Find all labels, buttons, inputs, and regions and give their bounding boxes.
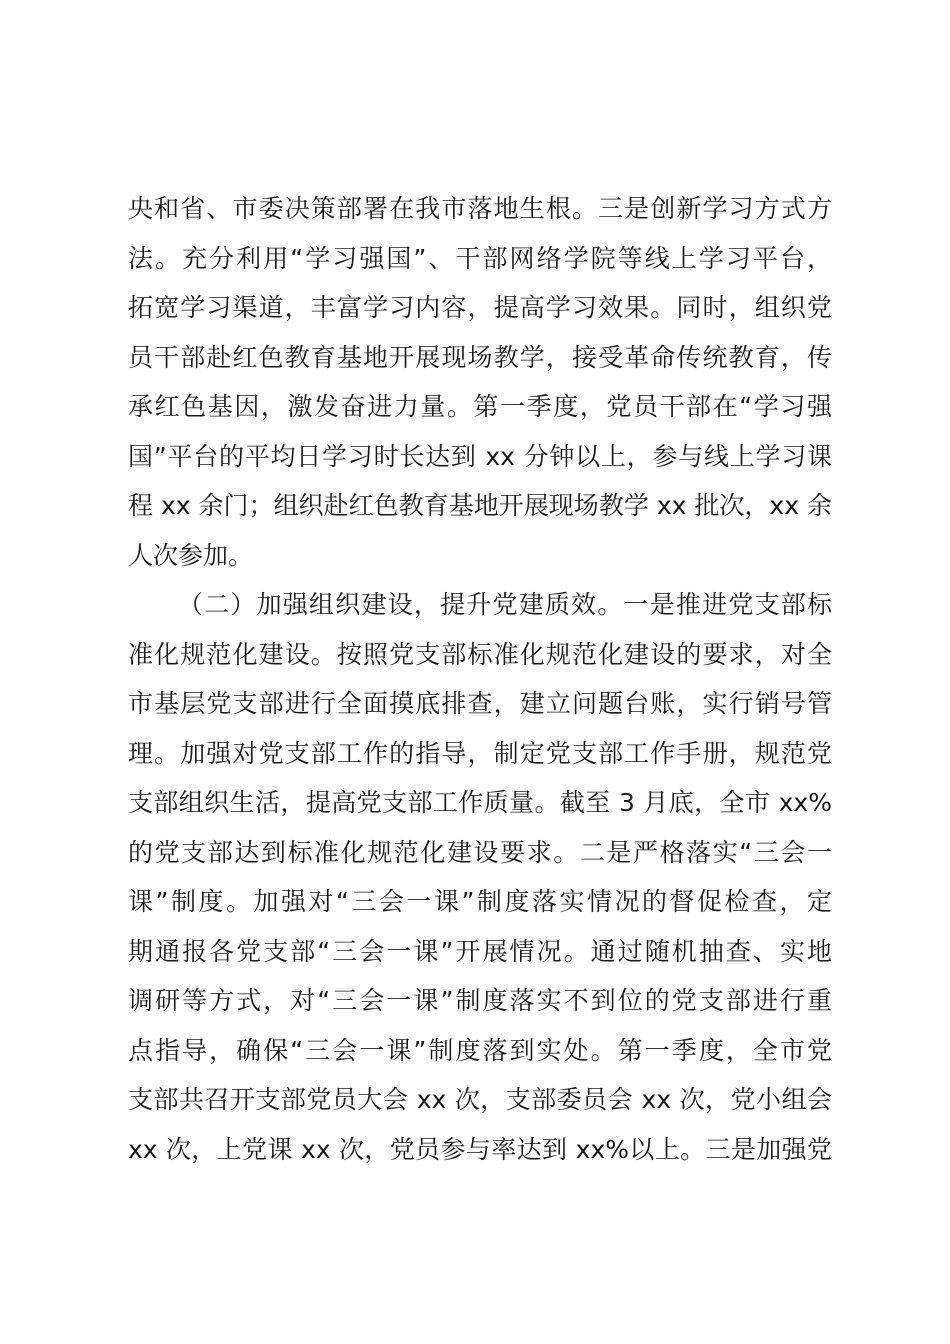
text-line: 课”制度。加强对“三会一课”制度落实情况的督促检查，定 [128,887,832,916]
text-line: xx 次，上党课 xx 次，党员参与率达到 xx%以上。三是加强党 [128,1134,832,1164]
body-text [128,184,832,1174]
text-line: 拓宽学习渠道，丰富学习内容，提高学习效果。同时，组织党 [128,293,832,322]
text-line: 承红色基因，激发奋进力量。第一季度，党员干部在“学习强 [128,392,832,421]
text-line: 央和省、市委决策部署在我市落地生根。三是创新学习方式方 [128,194,832,223]
text-line: 的党支部达到标准化规范化建设要求。二是严格落实“三会一 [128,837,832,867]
text-line: 点指导，确保“三会一课”制度落到实处。第一季度，全市党 [128,1035,832,1065]
text-line: 人次参加。 [128,540,254,570]
text-line: 程 xx 余门；组织赴红色教育基地开展现场教学 xx 批次，xx 余 [128,491,832,520]
text-line: 理。加强对党支部工作的指导，制定党支部工作手册，规范党 [128,738,832,768]
text-line: 准化规范化建设。按照党支部标准化规范化建设的要求，对全 [128,639,832,669]
text-line: 调研等方式，对“三会一课”制度落实不到位的党支部进行重 [128,986,832,1015]
text-line: 员干部赴红色教育基地开展现场教学，接受革命传统教育，传 [128,342,832,372]
text-line: 法。充分利用“学习强国”、干部网络学院等线上学习平台， [128,243,832,273]
section-heading-line: （二）加强组织建设，提升党建质效。一是推进党支部标 [178,590,832,619]
text-line: 支部组织生活，提高党支部工作质量。截至 3 月底，全市 xx% [128,788,832,817]
text-line: 支部共召开支部党员大会 xx 次，支部委员会 xx 次，党小组会 [128,1085,832,1114]
text-line: 期通报各党支部“三会一课”开展情况。通过随机抽查、实地 [128,936,832,966]
text-line: 国”平台的平均日学习时长达到 xx 分钟以上，参与线上学习课 [128,441,832,471]
text-line: 市基层党支部进行全面摸底排查，建立问题台账，实行销号管 [128,689,832,718]
